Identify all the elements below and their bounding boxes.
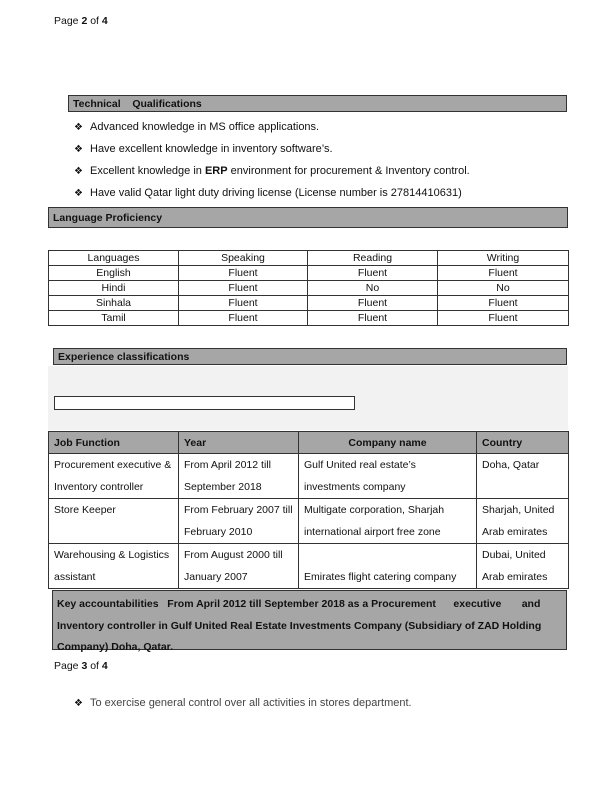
experience-table — [48, 431, 569, 589]
diamond-bullet-icon: ❖ — [74, 697, 83, 709]
table-header-row: Job Function Year Company name Country — [49, 432, 569, 454]
diamond-bullet-icon: ❖ — [74, 187, 83, 199]
table-row: Warehousing & Logistics assistant From August 2000 till January 2007 Emirates flight catering company Dubai, United Arab emirates — [49, 544, 569, 589]
technical-list — [74, 116, 574, 204]
duties-list — [74, 692, 574, 714]
diamond-bullet-icon: ❖ — [74, 165, 83, 177]
empty-text-frame — [54, 396, 355, 410]
experience-heading: Experience classifications — [53, 348, 567, 365]
list-item: ❖ Excellent knowledge in ERP environment for procurement & Inventory control. — [74, 165, 470, 177]
table-row: Procurement executive & Inventory controller From April 2012 till September 2018 Gulf United real estate’s investments company Doha, Qatar — [49, 454, 569, 499]
page-number-bottom: Page 3 of 4 — [54, 660, 108, 672]
technical-qualifications-heading: Technical Qualifications — [68, 95, 567, 112]
page-number-top: Page 2 of 4 — [54, 15, 108, 27]
table-row: English Fluent Fluent Fluent — [49, 266, 569, 281]
table-row: Store Keeper From February 2007 till February 2010 Multigate corporation, Sharjah international airport free zone Sharjah, United Arab emirates — [49, 499, 569, 544]
table-row: Tamil Fluent Fluent Fluent — [49, 311, 569, 326]
table-header-row: Languages Speaking Reading Writing — [49, 251, 569, 266]
key-accountabilities-box: Key accountabilities From April 2012 till September 2018 as a Procurement executive and Inventory controller in Gulf United Real Estate Investments Company (Subsidiary of ZAD Holding Company) Doha, Qatar. — [52, 590, 567, 650]
language-proficiency-heading: Language Proficiency — [48, 207, 568, 228]
diamond-bullet-icon: ❖ — [74, 143, 83, 155]
list-item: ❖ To exercise general control over all activities in stores department. — [74, 697, 412, 709]
list-item: ❖ Advanced knowledge in MS office applications. — [74, 121, 320, 133]
list-item: ❖ Have valid Qatar light duty driving license (License number is 27814410631) — [74, 187, 462, 199]
language-table — [48, 250, 569, 326]
table-row: Sinhala Fluent Fluent Fluent — [49, 296, 569, 311]
list-item: ❖ Have excellent knowledge in inventory software’s. — [74, 143, 333, 155]
diamond-bullet-icon: ❖ — [74, 121, 83, 133]
table-row: Hindi Fluent No No — [49, 281, 569, 296]
